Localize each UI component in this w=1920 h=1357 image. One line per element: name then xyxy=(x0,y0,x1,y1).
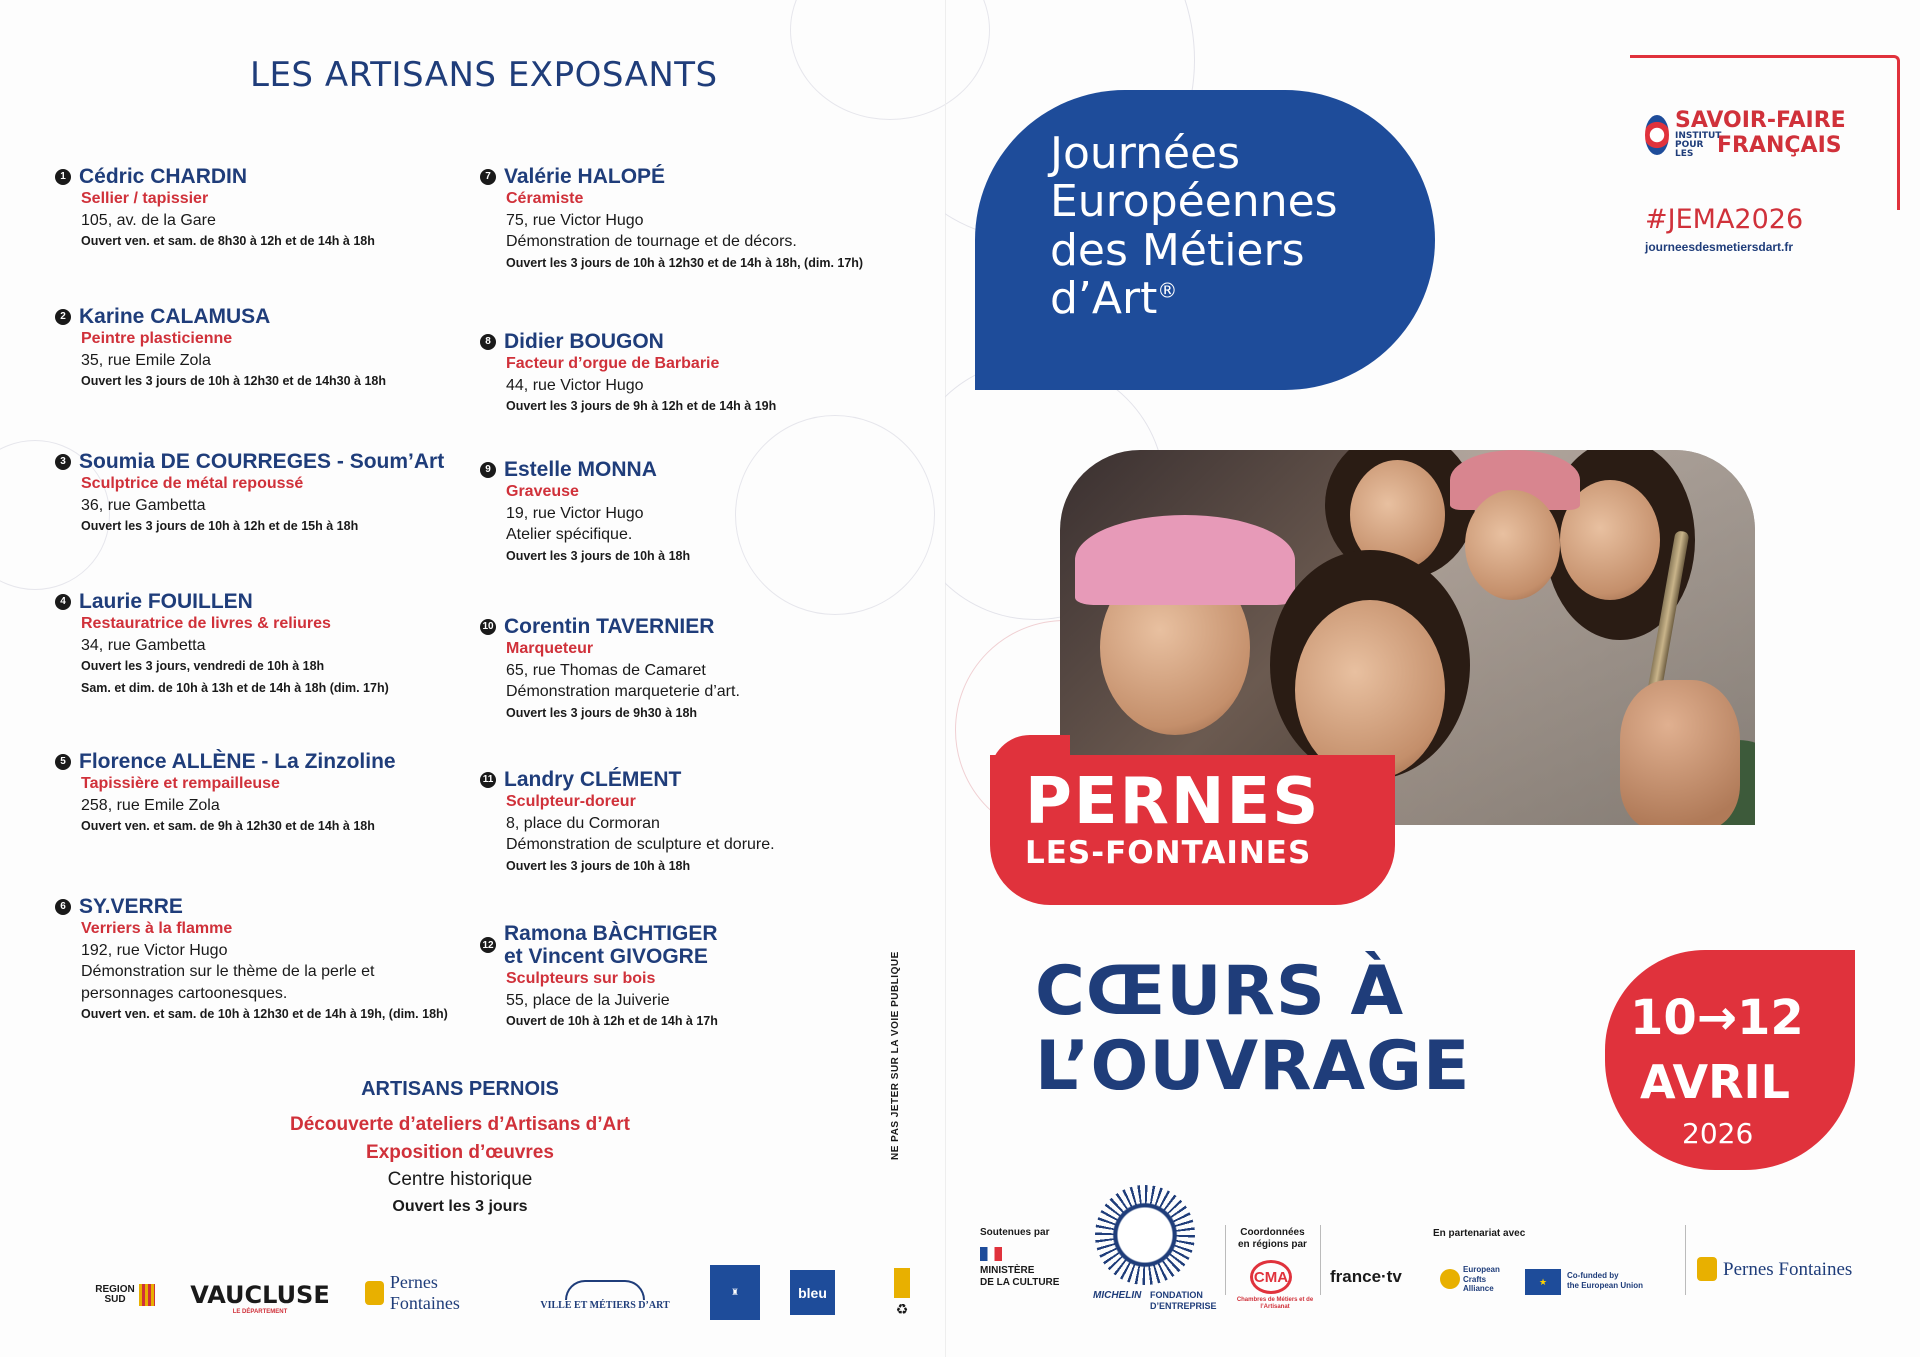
triman-badge-icon xyxy=(894,1268,910,1298)
exhibitor-trade: Graveuse xyxy=(506,483,579,501)
exhibitor-number: 8 xyxy=(480,334,496,350)
savoir-faire-mark-icon xyxy=(1645,115,1669,155)
exhibitor-trade: Peintre plasticienne xyxy=(81,330,233,348)
exhibitor-hours: Ouvert ven. et sam. de 10h à 12h30 et de 14h à 19h, (dim. 18h) xyxy=(81,1007,448,1022)
vaucluse-logo: VAUCLUSE LE DÉPARTEMENT xyxy=(190,1281,330,1315)
pernes-logo: Pernes Fontaines xyxy=(365,1270,495,1315)
pernois-line: Exposition d’œuvres xyxy=(366,1141,554,1163)
exhibitor-name: Karine CALAMUSA xyxy=(79,305,271,328)
exhibitor-number: 1 xyxy=(55,169,71,185)
exhibitor-entry xyxy=(480,615,920,724)
cma-logo: CMA xyxy=(1250,1260,1292,1294)
eu-flag-icon: ★ xyxy=(1525,1269,1561,1295)
exhibitor-number: 6 xyxy=(55,899,71,915)
exhibitor-name: Laurie FOUILLEN xyxy=(79,590,253,613)
town-name: PERNES xyxy=(1025,765,1321,839)
slogan: CŒURS À L’OUVRAGE xyxy=(1035,952,1471,1106)
exhibitor-number: 9 xyxy=(480,462,496,478)
exhibitor-name: Didier BOUGON xyxy=(504,330,664,353)
exhibitor-entry xyxy=(480,922,920,1033)
left-logos xyxy=(70,1260,930,1330)
exhibitor-address: 65, rue Thomas de Camaret xyxy=(506,661,706,679)
exhibitor-name: Valérie HALOPÉ xyxy=(504,165,666,188)
exhibitor-name: Florence ALLÈNE - La Zinzoline xyxy=(79,750,396,773)
exhibitor-number: 3 xyxy=(55,454,71,470)
pink-cap xyxy=(1075,515,1295,605)
exhibitor-trade: Restauratrice de livres & reliures xyxy=(81,615,331,633)
marianne-flag-icon xyxy=(980,1247,1002,1261)
exhibitor-entry xyxy=(55,450,495,538)
exhibitor-address: Démonstration de tournage et de décors. xyxy=(506,233,797,251)
pernes-crest-icon xyxy=(1697,1257,1717,1281)
exhibitor-entry xyxy=(480,330,920,418)
exhibitor-address: Démonstration sur le thème de la perle et xyxy=(81,963,375,981)
exhibitors-title: LES ARTISANS EXPOSANTS xyxy=(250,55,718,95)
exhibitor-entry xyxy=(55,895,495,1026)
exhibitor-hours: Ouvert de 10h à 12h et de 14h à 17h xyxy=(506,1014,718,1029)
exhibitor-entry xyxy=(55,750,495,838)
exhibitor-number: 10 xyxy=(480,619,496,635)
sponsors-strip: Soutenues par MINISTÈRE DE LA CULTURE MICHELIN FONDATION D’ENTREPRISE Coordonnées en régions par CMA Chambres de Métiers et de l’Artisanat En partenariat avec france·tv European Crafts Alliance ★ Co-funded by the European Union Pernes Fontaines xyxy=(945,1185,1920,1305)
exhibitor-address: 34, rue Gambetta xyxy=(81,636,206,654)
exhibitor-hours: Ouvert les 3 jours de 10h à 12h30 et de 14h30 à 18h xyxy=(81,374,387,389)
ville-metiers-art-logo: VILLE ET MÉTIERS D’ART xyxy=(535,1272,675,1318)
exhibitor-entry xyxy=(480,458,920,567)
exhibitor-number: 12 xyxy=(480,937,496,953)
exhibitor-entry xyxy=(480,768,920,877)
exhibitor-address: Démonstration marqueterie d’art. xyxy=(506,683,740,701)
arches-icon xyxy=(565,1280,645,1300)
exhibitor-address: 258, rue Emile Zola xyxy=(81,796,220,814)
pernois-line: Ouvert les 3 jours xyxy=(392,1197,528,1215)
region-sud-logo: REGION SUD xyxy=(85,1275,165,1315)
exhibitor-trade: Sculptrice de métal repoussé xyxy=(81,475,304,493)
exhibitor-name: Cédric CHARDIN xyxy=(79,165,248,188)
exhibitor-trade: Verriers à la flamme xyxy=(81,920,233,938)
exhibitor-address: 19, rue Victor Hugo xyxy=(506,504,644,522)
exhibitor-name: Landry CLÉMENT xyxy=(504,768,682,791)
pernois-title: ARTISANS PERNOIS xyxy=(361,1078,559,1100)
exhibitor-address: Atelier spécifique. xyxy=(506,526,633,544)
exhibitor-trade: Sellier / tapissier xyxy=(81,190,209,208)
exhibitor-address: 44, rue Victor Hugo xyxy=(506,376,644,394)
exhibitor-hours: Ouvert les 3 jours, vendredi de 10h à 18h xyxy=(81,659,325,674)
recycle-logo xyxy=(892,1260,912,1325)
metiers-art-logo xyxy=(710,1265,760,1320)
exhibitor-address: 8, place du Cormoran xyxy=(506,814,660,832)
exhibitor-address: 192, rue Victor Hugo xyxy=(81,941,228,959)
event-title: Journées Européennes des Métiers d’Art® xyxy=(1050,128,1338,325)
exhibitor-hours: Ouvert les 3 jours de 9h à 12h et de 14h à 19h xyxy=(506,399,777,414)
exhibitor-hours: Ouvert ven. et sam. de 9h à 12h30 et de 14h à 18h xyxy=(81,819,375,834)
exhibitor-name: Corentin TAVERNIER xyxy=(504,615,715,638)
exhibitor-name: Ramona BÀCHTIGER et Vincent GIVOGRE xyxy=(504,922,718,969)
exhibitor-number: 5 xyxy=(55,754,71,770)
exhibitor-number: 11 xyxy=(480,772,496,788)
date-year: 2026 xyxy=(1682,1117,1754,1150)
exhibitor-address: 75, rue Victor Hugo xyxy=(506,211,644,229)
exhibitor-entry xyxy=(480,165,920,274)
region-flag-icon xyxy=(139,1284,155,1306)
right-panel xyxy=(945,0,1920,1357)
exhibitor-hours: Ouvert les 3 jours de 10h à 12h30 et de 14h à 18h, (dim. 17h) xyxy=(506,255,864,270)
exhibitor-name: Estelle MONNA xyxy=(504,458,657,481)
exhibitor-entry xyxy=(55,305,495,393)
website-link[interactable]: journeesdesmetiersdart.fr xyxy=(1645,240,1794,254)
exhibitor-hours: Ouvert les 3 jours de 9h30 à 18h xyxy=(506,705,698,720)
vertical-note: NE PAS JETER SUR LA VOIE PUBLIQUE xyxy=(890,951,901,1160)
pernes-crest-icon xyxy=(365,1281,384,1305)
france-bleu-logo: bleu xyxy=(790,1270,835,1315)
exhibitor-trade: Facteur d’orgue de Barbarie xyxy=(506,355,720,373)
exhibitor-hours: Ouvert ven. et sam. de 8h30 à 12h et de 14h à 18h xyxy=(81,234,375,249)
exhibitor-address: Démonstration de sculpture et dorure. xyxy=(506,836,775,854)
jema-burst-logo xyxy=(1095,1185,1195,1285)
exhibitor-entry xyxy=(55,165,495,253)
savoir-faire-logo: SAVOIR-FAIRE INSTITUT POUR LES FRANÇAIS xyxy=(1645,110,1846,159)
exhibitor-address: 36, rue Gambetta xyxy=(81,496,206,514)
exhibitor-address: 105, av. de la Gare xyxy=(81,211,216,229)
date-month: AVRIL xyxy=(1640,1055,1790,1109)
exhibitor-trade: Marqueteur xyxy=(506,640,594,658)
france-tv-logo: france·tv xyxy=(1330,1267,1402,1286)
date-days: 10→12 xyxy=(1630,990,1804,1046)
exhibitor-address: 55, place de la Juiverie xyxy=(506,991,670,1009)
exhibitor-hours: Ouvert les 3 jours de 10h à 18h xyxy=(506,548,691,563)
left-panel xyxy=(0,0,930,1357)
exhibitor-trade: Sculpteur-doreur xyxy=(506,793,636,811)
exhibitor-trade: Céramiste xyxy=(506,190,584,208)
eca-icon xyxy=(1440,1269,1460,1289)
figure-icon: ♜ xyxy=(730,1287,740,1297)
exhibitor-number: 7 xyxy=(480,169,496,185)
pernes-logo: Pernes Fontaines xyxy=(1723,1259,1853,1280)
exhibitor-trade: Tapissière et rempailleuse xyxy=(81,775,280,793)
exhibitor-name: Soumia DE COURREGES - Soum’Art xyxy=(79,450,445,473)
exhibitor-address: personnages cartoonesques. xyxy=(81,984,288,1002)
exhibitor-address: 35, rue Emile Zola xyxy=(81,351,211,369)
town-subname: LES-FONTAINES xyxy=(1025,835,1312,871)
exhibitor-name: SY.VERRE xyxy=(79,895,183,918)
exhibitor-number: 4 xyxy=(55,594,71,610)
exhibitor-hours: Ouvert les 3 jours de 10h à 18h xyxy=(506,858,691,873)
exhibitor-trade: Sculpteurs sur bois xyxy=(506,970,656,988)
recycle-icon: ♻ xyxy=(895,1300,909,1317)
exhibitor-number: 2 xyxy=(55,309,71,325)
pernois-line: Centre historique xyxy=(387,1169,533,1191)
exhibitor-hours: Sam. et dim. de 10h à 13h et de 14h à 18h (dim. 17h) xyxy=(81,680,389,695)
hashtag: #JEMA2026 xyxy=(1645,204,1804,235)
exhibitor-hours: Ouvert les 3 jours de 10h à 12h et de 15h à 18h xyxy=(81,519,359,534)
pernois-line: Découverte d’ateliers d’Artisans d’Art xyxy=(290,1114,630,1135)
exhibitor-entry xyxy=(55,590,495,699)
artisans-pernois-block xyxy=(210,1078,710,1219)
